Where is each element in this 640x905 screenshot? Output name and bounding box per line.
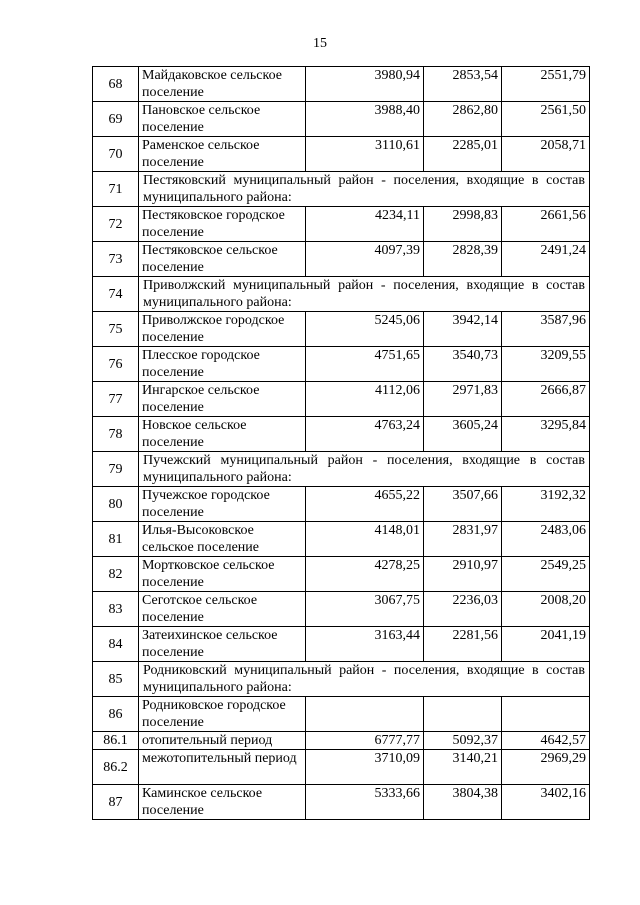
district-header-row [93, 452, 590, 487]
settlement-name: Плесское городское поселение [139, 347, 306, 382]
value-3: 3192,32 [502, 487, 590, 522]
settlement-row [93, 697, 590, 732]
settlement-row [93, 592, 590, 627]
value-1: 4655,22 [306, 487, 424, 522]
settlement-name: Пучежское городское поселение [139, 487, 306, 522]
value-2: 5092,37 [424, 732, 502, 750]
value-2: 2853,54 [424, 67, 502, 102]
row-number: 69 [93, 102, 139, 137]
value-3: 3295,84 [502, 417, 590, 452]
value-3: 3402,16 [502, 785, 590, 820]
settlement-row [93, 312, 590, 347]
district-header-text: Пестяковский муниципальный район - поселения, входящие в состав муниципального района: [139, 172, 590, 207]
settlement-name: Сеготское сельское поселение [139, 592, 306, 627]
settlement-row [93, 242, 590, 277]
value-3: 3209,55 [502, 347, 590, 382]
settlement-row [93, 382, 590, 417]
value-2: 2971,83 [424, 382, 502, 417]
value-3: 2661,56 [502, 207, 590, 242]
value-1: 3710,09 [306, 750, 424, 785]
settlement-name: Новское сельское поселение [139, 417, 306, 452]
value-2: 2828,39 [424, 242, 502, 277]
row-number: 80 [93, 487, 139, 522]
value-3: 2551,79 [502, 67, 590, 102]
row-number: 81 [93, 522, 139, 557]
row-number: 74 [93, 277, 139, 312]
value-1: 4148,01 [306, 522, 424, 557]
row-number: 86.2 [93, 750, 139, 785]
value-3: 2969,29 [502, 750, 590, 785]
value-2: 3605,24 [424, 417, 502, 452]
settlement-row [93, 137, 590, 172]
value-1: 3988,40 [306, 102, 424, 137]
settlement-name: Каминское сельское поселение [139, 785, 306, 820]
settlement-name: Илья-Высоковское сельское поселение [139, 522, 306, 557]
value-2 [424, 697, 502, 732]
value-2: 2910,97 [424, 557, 502, 592]
value-2: 3507,66 [424, 487, 502, 522]
value-3: 2058,71 [502, 137, 590, 172]
settlement-name: Мортковское сельское поселение [139, 557, 306, 592]
row-number: 73 [93, 242, 139, 277]
row-number: 76 [93, 347, 139, 382]
row-number: 68 [93, 67, 139, 102]
row-number: 75 [93, 312, 139, 347]
settlement-row [93, 347, 590, 382]
row-number: 87 [93, 785, 139, 820]
row-number: 84 [93, 627, 139, 662]
settlement-row [93, 732, 590, 750]
value-2: 2281,56 [424, 627, 502, 662]
settlement-name: Родниковское городское поселение [139, 697, 306, 732]
settlement-row [93, 67, 590, 102]
district-header-text: Приволжский муниципальный район - поселения, входящие в состав муниципального района: [139, 277, 590, 312]
settlement-name: отопительный период [139, 732, 306, 750]
tariff-table [92, 66, 590, 820]
district-header-text: Родниковский муниципальный район - поселения, входящие в состав муниципального района: [139, 662, 590, 697]
row-number: 78 [93, 417, 139, 452]
settlement-row [93, 487, 590, 522]
settlement-row [93, 522, 590, 557]
settlement-row [93, 557, 590, 592]
settlement-row [93, 102, 590, 137]
value-1: 5245,06 [306, 312, 424, 347]
table-body [93, 67, 590, 820]
settlement-name: Раменское сельское поселение [139, 137, 306, 172]
value-1: 3067,75 [306, 592, 424, 627]
settlement-name: Ингарское сельское поселение [139, 382, 306, 417]
value-1: 4278,25 [306, 557, 424, 592]
row-number: 77 [93, 382, 139, 417]
value-2: 3540,73 [424, 347, 502, 382]
value-2: 3804,38 [424, 785, 502, 820]
value-3: 2483,06 [502, 522, 590, 557]
value-3: 4642,57 [502, 732, 590, 750]
settlement-row [93, 627, 590, 662]
district-header-row [93, 277, 590, 312]
row-number: 70 [93, 137, 139, 172]
value-2: 2236,03 [424, 592, 502, 627]
value-1: 4112,06 [306, 382, 424, 417]
value-3: 2549,25 [502, 557, 590, 592]
settlement-name: Пановское сельское поселение [139, 102, 306, 137]
settlement-name: Майдаковское сельское поселение [139, 67, 306, 102]
value-2: 2998,83 [424, 207, 502, 242]
district-header-row [93, 172, 590, 207]
value-1: 5333,66 [306, 785, 424, 820]
value-1 [306, 697, 424, 732]
district-header-row [93, 662, 590, 697]
page-number: 15 [313, 36, 327, 51]
settlement-name: Затеихинское сельское поселение [139, 627, 306, 662]
settlement-row [93, 207, 590, 242]
settlement-row [93, 417, 590, 452]
value-1: 4234,11 [306, 207, 424, 242]
row-number: 86.1 [93, 732, 139, 750]
value-2: 2862,80 [424, 102, 502, 137]
settlement-row [93, 750, 590, 785]
settlement-row [93, 785, 590, 820]
row-number: 82 [93, 557, 139, 592]
value-1: 6777,77 [306, 732, 424, 750]
settlement-name: Пестяковское городское поселение [139, 207, 306, 242]
value-3: 3587,96 [502, 312, 590, 347]
row-number: 79 [93, 452, 139, 487]
value-1: 4763,24 [306, 417, 424, 452]
value-1: 3980,94 [306, 67, 424, 102]
value-3: 2008,20 [502, 592, 590, 627]
value-3: 2666,87 [502, 382, 590, 417]
value-2: 2831,97 [424, 522, 502, 557]
settlement-name: Пестяковское сельское поселение [139, 242, 306, 277]
value-1: 3163,44 [306, 627, 424, 662]
value-3 [502, 697, 590, 732]
value-3: 2561,50 [502, 102, 590, 137]
value-2: 2285,01 [424, 137, 502, 172]
district-header-text: Пучежский муниципальный район - поселения, входящие в состав муниципального района: [139, 452, 590, 487]
value-3: 2041,19 [502, 627, 590, 662]
settlement-name: межотопительный период [139, 750, 306, 785]
row-number: 71 [93, 172, 139, 207]
value-1: 4097,39 [306, 242, 424, 277]
row-number: 85 [93, 662, 139, 697]
row-number: 72 [93, 207, 139, 242]
value-2: 3942,14 [424, 312, 502, 347]
value-1: 3110,61 [306, 137, 424, 172]
value-3: 2491,24 [502, 242, 590, 277]
value-1: 4751,65 [306, 347, 424, 382]
row-number: 83 [93, 592, 139, 627]
settlement-name: Приволжское городское поселение [139, 312, 306, 347]
value-2: 3140,21 [424, 750, 502, 785]
row-number: 86 [93, 697, 139, 732]
